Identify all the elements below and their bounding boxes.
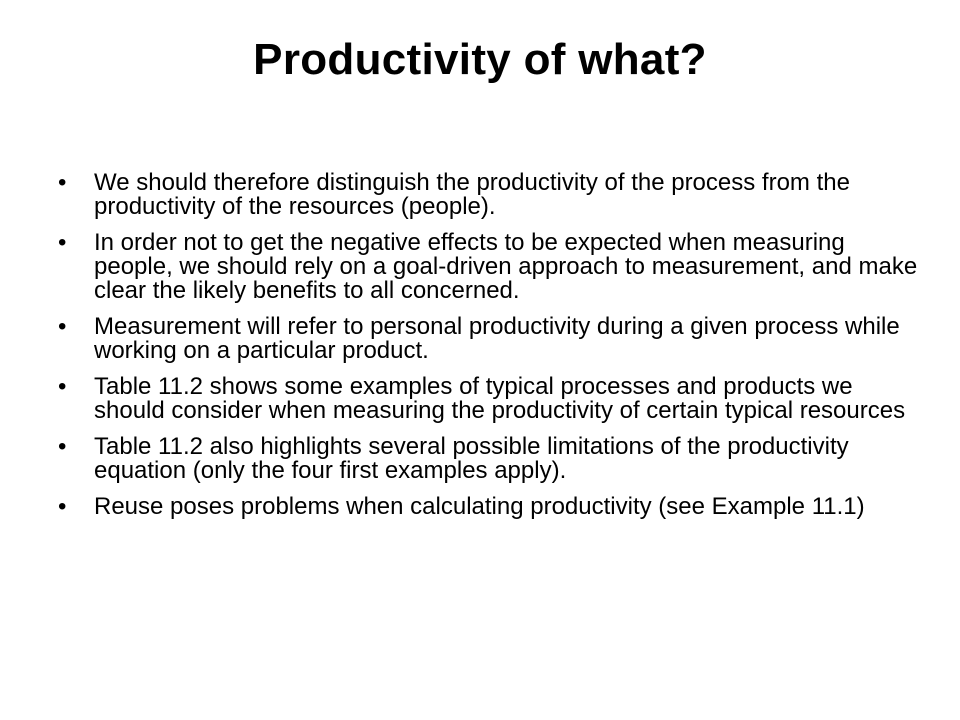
- bullet-dot: •: [58, 493, 67, 520]
- bullet-item: [58, 435, 918, 483]
- bullet-dot: •: [58, 169, 67, 196]
- bullet-text: In order not to get the negative effects to be expected when measuring people, we should rely on a goal-driven approach to measurement, and make clear the likely benefits to all concerned.: [94, 229, 918, 304]
- bullet-dot: •: [58, 433, 67, 460]
- bullet-item: [58, 375, 918, 423]
- bullet-item: [58, 231, 918, 303]
- bullet-text: Measurement will refer to personal productivity during a given process while working on a particular product.: [94, 313, 900, 364]
- bullet-text: Reuse poses problems when calculating productivity (see Example 11.1): [94, 493, 865, 520]
- bullet-text: Table 11.2 shows some examples of typical processes and products we should consider when measuring the productivity of certain typical resources: [94, 373, 906, 424]
- bullet-item: [58, 495, 918, 519]
- bullet-dot: •: [58, 313, 67, 340]
- bullet-list: [58, 171, 918, 531]
- bullet-dot: •: [58, 229, 67, 256]
- slide-title: Productivity of what?: [253, 35, 707, 84]
- bullet-item: [58, 171, 918, 219]
- bullet-text: We should therefore distinguish the productivity of the process from the productivity of the resources (people).: [94, 169, 850, 220]
- bullet-item: [58, 315, 918, 363]
- bullet-dot: •: [58, 373, 67, 400]
- bullet-text: Table 11.2 also highlights several possible limitations of the productivity equation (only the four first examples apply).: [94, 433, 849, 484]
